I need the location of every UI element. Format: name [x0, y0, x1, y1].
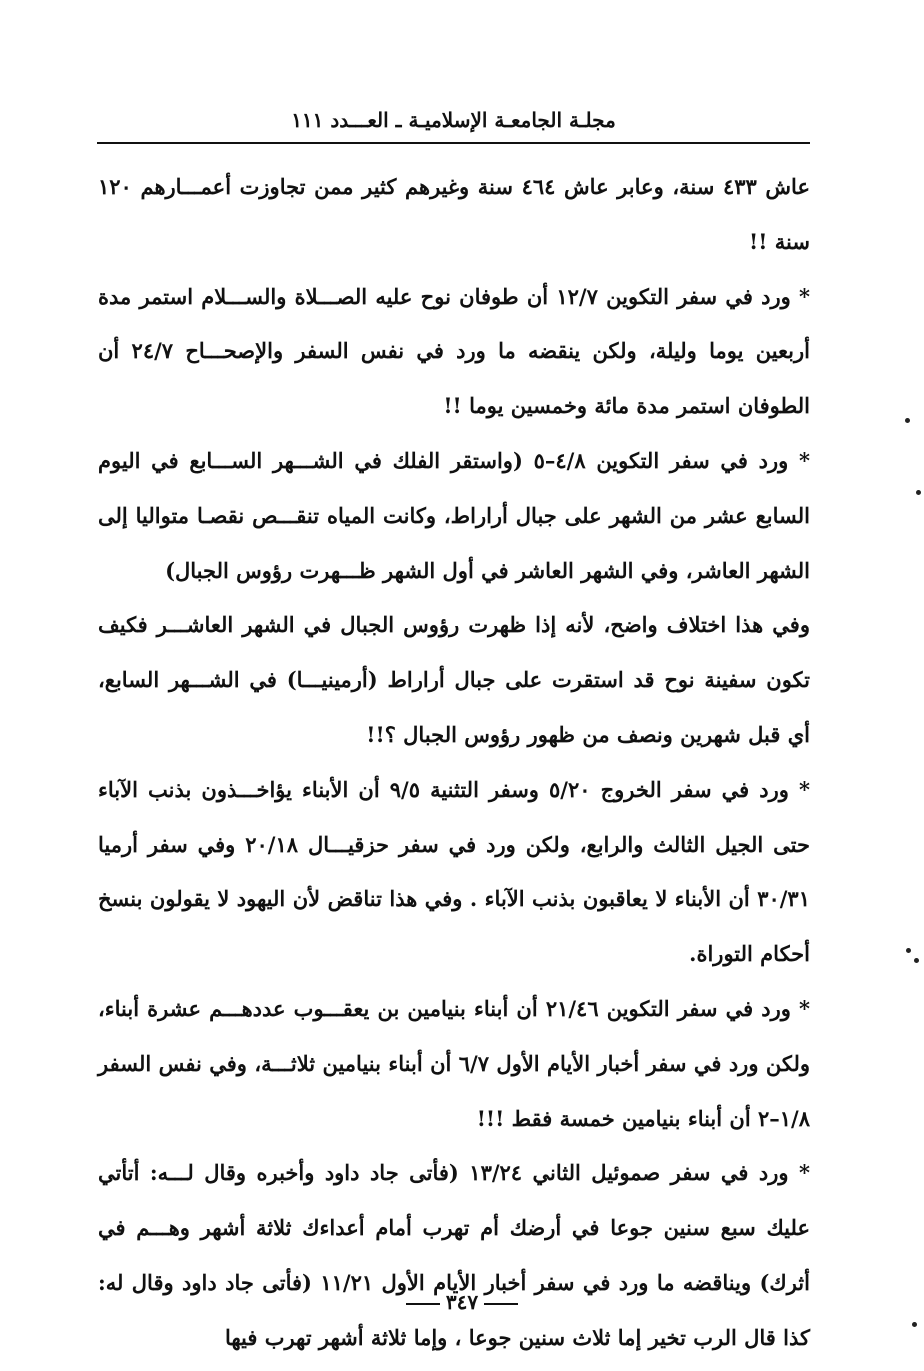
margin-speck — [916, 490, 921, 495]
paragraph: * ورد في سفر التكوين ٤/٨–٥ (واستقر الفلك في الشـــهر الســـابع في اليوم السابع عشر من الشهر على جبال أراراط، وكانت المياه تنقـــص نقصـا متواليا إلى الشهر العاشر، وفي الشهر العاشر في أول الشهر ظـــهرت رؤوس الجبال) — [98, 447, 810, 583]
margin-speck — [914, 958, 919, 963]
page-number: ٣٤٧ — [445, 1290, 479, 1314]
margin-speck — [912, 1322, 917, 1327]
margin-speck — [905, 418, 910, 423]
paragraph: * ورد في سفر التكوين ٢١/٤٦ أن أبناء بنيامين بن يعقـــوب عددهـــم عشرة أبناء، ولكن ورد في سفر أخبار الأيام الأول ٦/٧ أن أبناء بنيامين ثلاثـــة، وفي نفس السفر ١/٨–٢ أن أبناء بنيامين خمسة فقط !!! — [98, 995, 811, 1131]
paragraph: * ورد في سفر صموئيل الثاني ١٣/٢٤ (فأتى جاد داود وأخبره وقال لـــه: أتأتي عليك سبع سنين جوعا في أرضك أم تهرب أمام أعداءك ثلاثة أشهر وهـــم في أثرك) ويناقضه ما ورد في سفر أخبار الأيام الأول ١١/٢١ (فأتى جاد داود وقال له: كذا قال الرب تخير إما ثلاث سنين جوعا ، وإما ثلاثة أشهر تهرب فيها — [98, 1160, 810, 1350]
page-body — [98, 160, 810, 1366]
page-footer — [0, 1290, 924, 1314]
margin-speck — [906, 948, 911, 953]
paragraph: * ورد في سفر التكوين ١٢/٧ أن طوفان نوح عليه الصـــلاة والســـلام استمر مدة أربعين يوما وليلة، ولكن ينقضه ما ورد في نفس السفر والإصحـــاح ٢٤/٧ أن الطوفان استمر مدة مائة وخمسين يوما !! — [98, 283, 810, 419]
journal-header: مجلـة الجامعـة الإسلاميـة ـ العـــدد ١١١ — [291, 108, 616, 132]
paragraph: عاش ٤٣٣ سنة، وعابر عاش ٤٦٤ سنة وغيرهم كثير ممن تجاوزت أعمـــارهم ١٢٠ سنة !! — [98, 174, 810, 254]
header-divider — [97, 142, 810, 144]
paragraph: * ورد في سفر الخروج ٥/٢٠ وسفر التثنية ٩/٥ أن الأبناء يؤاخـــذون بذنب الآباء حتى الجيل الثالث والرابع، ولكن ورد في سفر حزقيـــال ٢٠/١٨ وفي سفر أرميا ٣٠/٣١ أن الأبناء لا يعاقبون بذنب الآباء . وفي هذا تناقض لأن اليهود لا يقولون بنسخ أحكام التوراة. — [98, 776, 810, 967]
footer-dash — [406, 1303, 440, 1305]
footer-dash — [484, 1303, 518, 1305]
paragraph: وفي هذا اختلاف واضح، لأنه إذا ظهرت رؤوس الجبال في الشهر العاشـــر فكيف تكون سفينة نوح قد استقرت على جبال أراراط (أرمينيـــا) في الشـــهر السابع، أي قبل شهرين ونصف من ظهور رؤوس الجبال ؟!! — [98, 612, 810, 747]
